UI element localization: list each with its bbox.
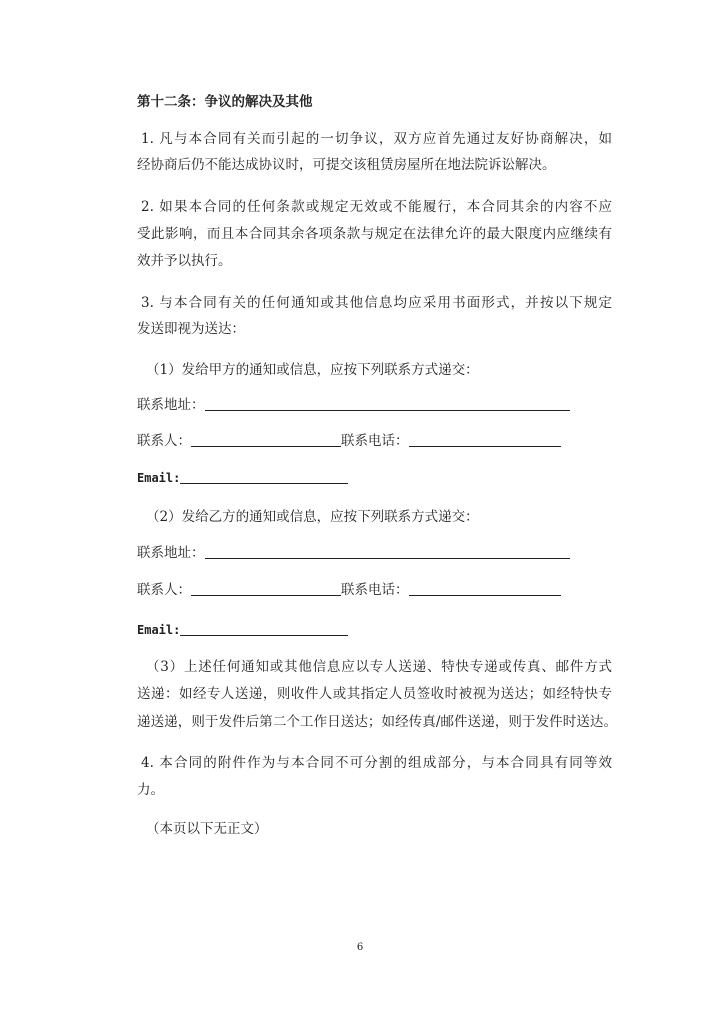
email-label: Email: xyxy=(137,471,181,485)
clause-1-line: 经协商后仍不能达成协议时，可提交该租赁房屋所在地法院诉讼解决。 xyxy=(137,157,556,173)
email-blank[interactable] xyxy=(180,469,348,484)
email-label: Email: xyxy=(137,623,181,637)
clause-3-3-line: 递送递，则于发件后第二个工作日送达；如经传真/邮件送递，则于发件时送达。 xyxy=(137,714,617,730)
address-blank[interactable] xyxy=(205,544,570,559)
party-a-address-row xyxy=(137,395,612,415)
address-label: 联系地址： xyxy=(137,397,205,413)
contact-label: 联系人： xyxy=(137,582,191,598)
party-b-email-row xyxy=(137,620,612,640)
clause-3-3-line: 送递：如经专人送递，则收件人或其指定人员签收时被视为送达；如经特快专 xyxy=(137,686,612,702)
party-a-email-row xyxy=(137,468,612,488)
phone-blank[interactable] xyxy=(409,581,561,596)
clause-2-line: 2. 如果本合同的任何条款或规定无效或不能履行，本合同其余的内容不应 xyxy=(141,199,612,215)
party-b-contact-row xyxy=(137,580,612,600)
address-label: 联系地址： xyxy=(137,545,205,561)
clause-3-line: 3. 与本合同有关的任何通知或其他信息均应采用书面形式，并按以下规定 xyxy=(141,295,612,311)
clause-1-line: 1. 凡与本合同有关而引起的一切争议，双方应首先通过友好协商解决，如 xyxy=(141,131,612,147)
phone-label: 联系电话： xyxy=(341,582,409,598)
end-note: （本页以下无正文） xyxy=(146,821,268,837)
section-heading: 第十二条：争议的解决及其他 xyxy=(137,94,313,110)
clause-4-line: 4. 本合同的附件作为与本合同不可分割的组成部分，与本合同具有同等效 xyxy=(141,755,612,771)
clause-4-line: 力。 xyxy=(137,782,164,798)
clause-3-line: 发送即视为送达： xyxy=(137,321,245,337)
party-b-intro: （2）发给乙方的通知或信息，应按下列联系方式递交： xyxy=(146,509,479,525)
address-blank[interactable] xyxy=(205,396,570,411)
party-a-intro: （1）发给甲方的通知或信息，应按下列联系方式递交： xyxy=(146,362,479,378)
clause-2-line: 效并予以执行。 xyxy=(137,253,232,269)
contact-blank[interactable] xyxy=(191,581,341,596)
phone-label: 联系电话： xyxy=(341,433,409,449)
party-b-address-row xyxy=(137,543,612,563)
contact-label: 联系人： xyxy=(137,433,191,449)
phone-blank[interactable] xyxy=(409,432,561,447)
clause-2-line: 受此影响，而且本合同其余各项条款与规定在法律允许的最大限度内应继续有 xyxy=(137,226,612,242)
clause-3-3-line: （3）上述任何通知或其他信息应以专人送递、特快专递或传真、邮件方式 xyxy=(146,659,612,675)
contact-blank[interactable] xyxy=(191,432,341,447)
page-number: 6 xyxy=(356,942,364,953)
party-a-contact-row xyxy=(137,431,612,451)
email-blank[interactable] xyxy=(180,621,348,636)
